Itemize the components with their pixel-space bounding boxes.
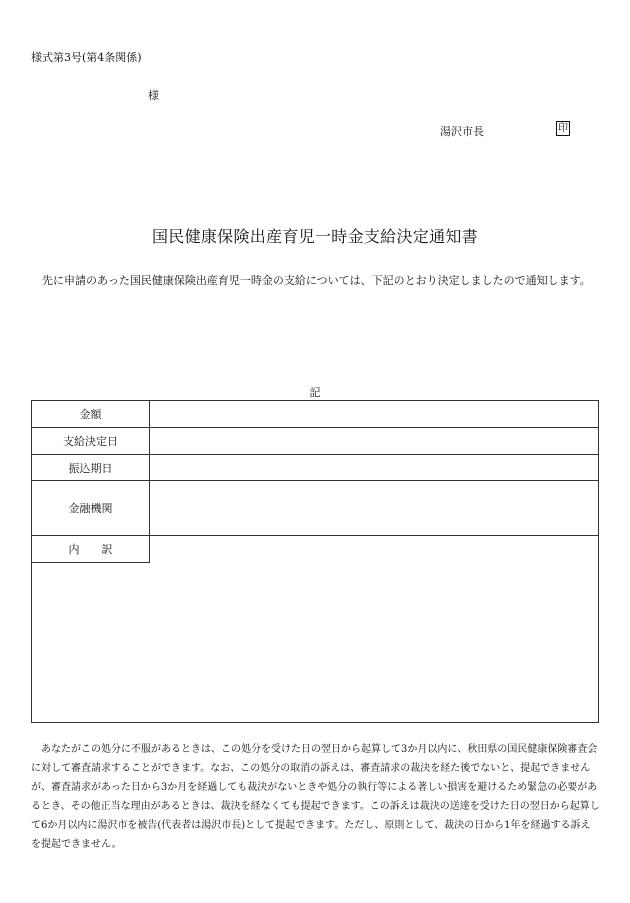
breakdown-field[interactable] <box>150 536 598 722</box>
transfer-date-field[interactable] <box>150 455 598 481</box>
details-table <box>31 400 599 723</box>
intro-paragraph: 先に申請のあった国民健康保険出産育児一時金の支給については、下記のとおり決定しましたので通知します。 <box>42 274 591 287</box>
seal-mark: 印 <box>558 123 568 134</box>
decision-date-field[interactable] <box>150 428 598 455</box>
transfer-date-label: 振込期日 <box>32 455 150 481</box>
addressee-suffix: 様 <box>148 89 159 102</box>
decision-date-label: 支給決定日 <box>32 428 150 455</box>
breakdown-label: 内 訳 <box>32 536 150 563</box>
bank-label: 金融機関 <box>32 481 150 536</box>
appeal-notice: あなたがこの処分に不服があるときは、この処分を受けた日の翌日から起算して3か月以内に、秋田県の国民健康保険審査会に対して審査請求することができます。なお、この処分の取消の訴えは、審査請求の裁決を経た後でないと、提起できませんが、審査請求があった日から3か月を経過しても裁決がないときや処分の執行等による著しい損害を避けるため緊急の必要があるとき、その他正当な理由があるときは、裁決を経なくても提起できます。この訴えは裁決の送達を受けた日の翌日から起算して6か月以内に湯沢市を被告(代表者は湯沢市長)として提起できます。ただし、原則として、裁決の日から1年を経過する訴えを提起できません。 <box>31 744 600 850</box>
issuer-name: 湯沢市長 <box>440 125 484 138</box>
bank-field[interactable] <box>150 481 598 536</box>
amount-field[interactable] <box>150 401 598 428</box>
ki-label: 記 <box>309 386 321 399</box>
document-title: 国民健康保険出産育児一時金支給決定通知書 <box>151 227 478 246</box>
amount-label: 金額 <box>32 401 150 428</box>
form-number: 様式第3号(第4条関係) <box>31 51 142 64</box>
